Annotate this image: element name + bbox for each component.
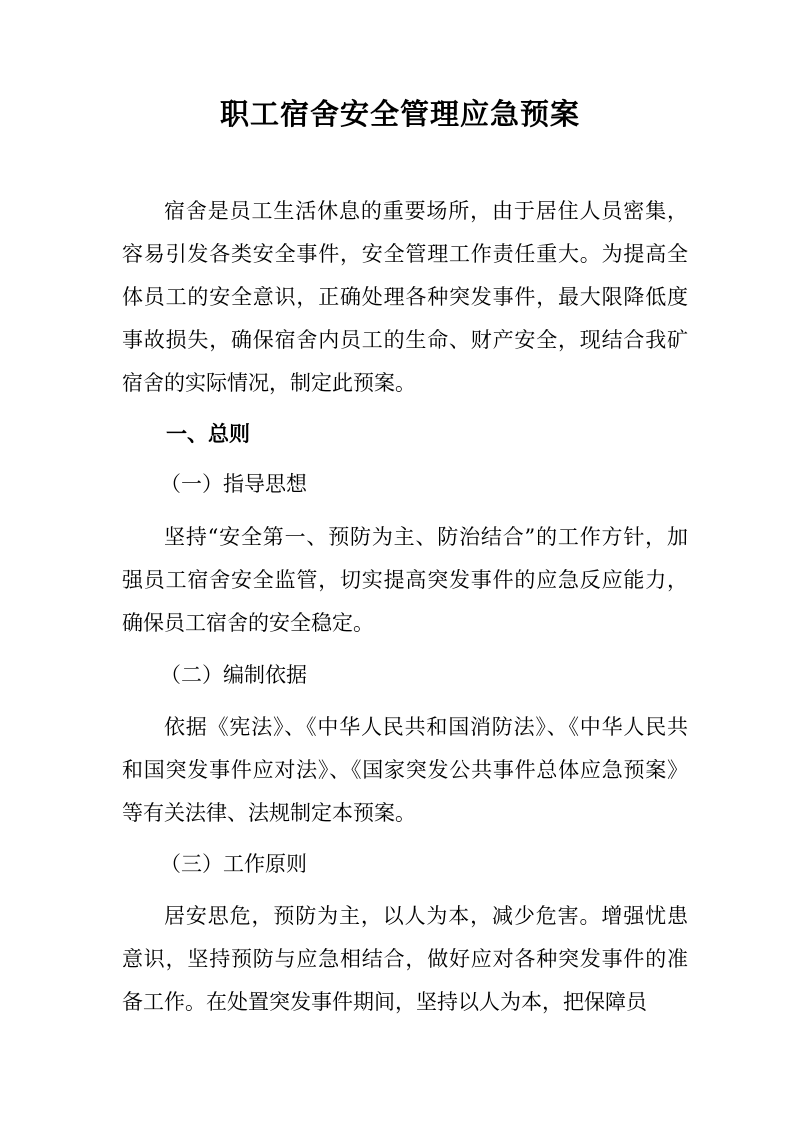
subheading-basis: （二）编制依据: [160, 663, 307, 687]
subheading-guiding-ideology: （一）指导思想: [160, 472, 307, 496]
paragraph-basis: 依据《宪法》、《中华人民共和国消防法》、《中华人民共和国突发事件应对法》、《国家突发公共事件总体应急预案》等有关法律、法规制定本预案。: [122, 715, 688, 825]
document-title: 职工宿舍安全管理应急预案: [219, 97, 580, 131]
paragraph-guiding-ideology: 坚持“安全第一、预防为主、防治结合”的工作方针，加强员工宿舍安全监管，切实提高突发事件的应急反应能力，确保员工宿舍的安全稳定。: [122, 525, 688, 635]
subheading-principles: （三）工作原则: [160, 852, 307, 876]
paragraph-principles: 居安思危，预防为主，以人为本，减少危害。增强忧患意识，坚持预防与应急相结合，做好应对各种突发事件的准备工作。在处置突发事件期间，坚持以人为本，把保障员: [122, 904, 688, 1014]
intro-paragraph: 宿舍是员工生活休息的重要场所，由于居住人员密集，容易引发各类安全事件，安全管理工作责任重大。为提高全体员工的安全意识，正确处理各种突发事件，最大限降低度事故损失，确保宿舍内员工的生命、财产安全，现结合我矿宿舍的实际情况，制定此预案。: [122, 199, 688, 395]
section-heading-general: 一、总则: [166, 421, 250, 446]
